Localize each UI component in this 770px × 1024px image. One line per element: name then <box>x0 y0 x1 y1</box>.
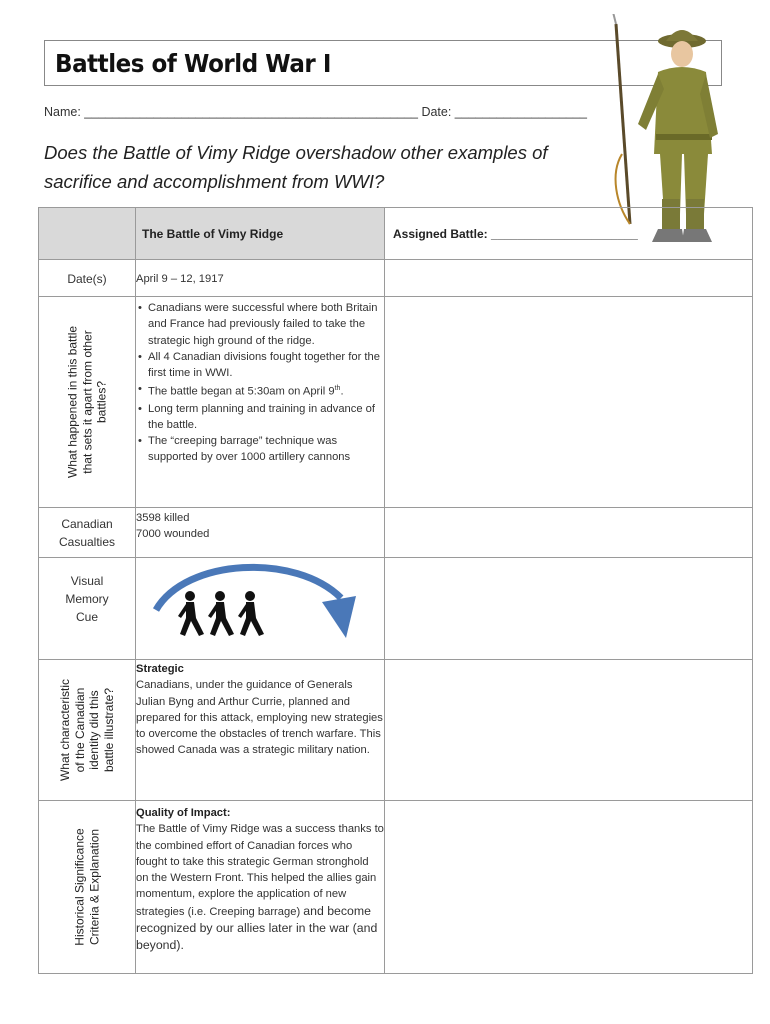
assigned-significance-cell[interactable] <box>385 801 753 974</box>
identity-label-line2: of the Canadian <box>72 687 87 773</box>
walking-figures <box>178 591 264 636</box>
name-date-line: Name: ________________________________________________ Date: ___________________ <box>44 105 587 119</box>
header-blank-cell <box>39 208 136 260</box>
dates-label: Date(s) <box>67 272 107 286</box>
identity-label-line3: identity did this <box>87 690 101 770</box>
happened-label-line1: What happened in this battle <box>65 325 80 479</box>
vimy-visual-cell <box>136 558 385 660</box>
row-label-dates <box>39 260 136 297</box>
point-superscript: th <box>334 385 341 393</box>
vimy-dates-cell <box>136 260 385 297</box>
point-suffix: . <box>340 386 344 399</box>
significance-label-line2: Criteria & Explanation <box>87 828 101 946</box>
battle-table <box>38 207 753 974</box>
vimy-happened-cell <box>136 297 385 508</box>
significance-text-end: and become recognized by our allies later in the war (and beyond). <box>136 903 378 953</box>
wounded-count: 7000 wounded <box>136 528 210 541</box>
row-label-identity <box>39 660 136 801</box>
vimy-identity-cell <box>136 660 385 801</box>
header-vimy-cell <box>136 208 385 260</box>
casualties-label: Canadian Casualties <box>58 516 116 549</box>
row-label-happened <box>39 297 136 508</box>
significance-label-line1: Historical Significance <box>72 828 87 946</box>
page-title: Battles of World War I <box>55 49 331 78</box>
identity-heading: Strategic <box>136 663 184 675</box>
significance-heading: Quality of Impact: <box>136 807 231 819</box>
point-item: • Canadians were successful where both Britain and France had previously failed to take the strategic high ground of the ridge. <box>148 300 384 349</box>
assigned-casualties-cell[interactable] <box>385 508 753 558</box>
point-item: • Long term planning and training in advance of the battle. <box>148 401 384 434</box>
point-item: • The “creeping barrage” technique was supported by over 1000 artillery cannons <box>148 433 384 466</box>
point-item: • All 4 Canadian divisions fought together for the first time in WWI. <box>148 349 384 382</box>
identity-label-line4: battle illustrate? <box>101 687 116 773</box>
point-text: The battle began at 5:30am on April 9 <box>148 386 335 399</box>
header-assigned-cell <box>385 208 753 260</box>
identity-label-line1: What characteristic <box>58 678 72 782</box>
assigned-dates-cell[interactable] <box>385 260 753 297</box>
assigned-identity-cell[interactable] <box>385 660 753 801</box>
visual-label: Visual Memory Cue <box>65 573 109 624</box>
essential-question: Does the Battle of Vimy Ridge overshadow other examples of sacrifice and accomplishment from WWI? <box>44 142 548 192</box>
vimy-casualties-cell <box>136 508 385 558</box>
happened-label-line2: that sets it apart from other <box>79 330 94 474</box>
killed-count: 3598 killed <box>136 512 190 524</box>
header-vimy-label: The Battle of Vimy Ridge <box>142 227 284 241</box>
significance-text: The Battle of Vimy Ridge was a success thanks to the combined effort of Canadian forces who fought to take this strategic German stronghold on the Western Front. This helped the allies gain momentum, explore the application of new strategies (i.e. Creeping barrage) <box>136 823 384 918</box>
point-item <box>148 381 384 400</box>
row-label-casualties <box>39 508 136 558</box>
happened-points <box>136 300 384 466</box>
assigned-happened-cell[interactable] <box>385 297 753 508</box>
identity-text: Canadians, under the guidance of Generals Julian Byng and Arthur Currie, planned and prepared for this attack, employing new strategies to overcome the obstacles of trench warfare. This showed Canada was a strategic military nation. <box>136 679 383 757</box>
assigned-visual-cell[interactable] <box>385 558 753 660</box>
happened-label-line3: battles? <box>94 380 109 424</box>
vimy-significance-cell <box>136 801 385 974</box>
row-label-significance <box>39 801 136 974</box>
header-assigned-label: Assigned Battle: ______________________ <box>393 227 638 241</box>
vimy-dates: April 9 – 12, 1917 <box>136 273 224 285</box>
row-label-visual <box>39 558 136 660</box>
visual-cue-graphic <box>136 558 385 656</box>
